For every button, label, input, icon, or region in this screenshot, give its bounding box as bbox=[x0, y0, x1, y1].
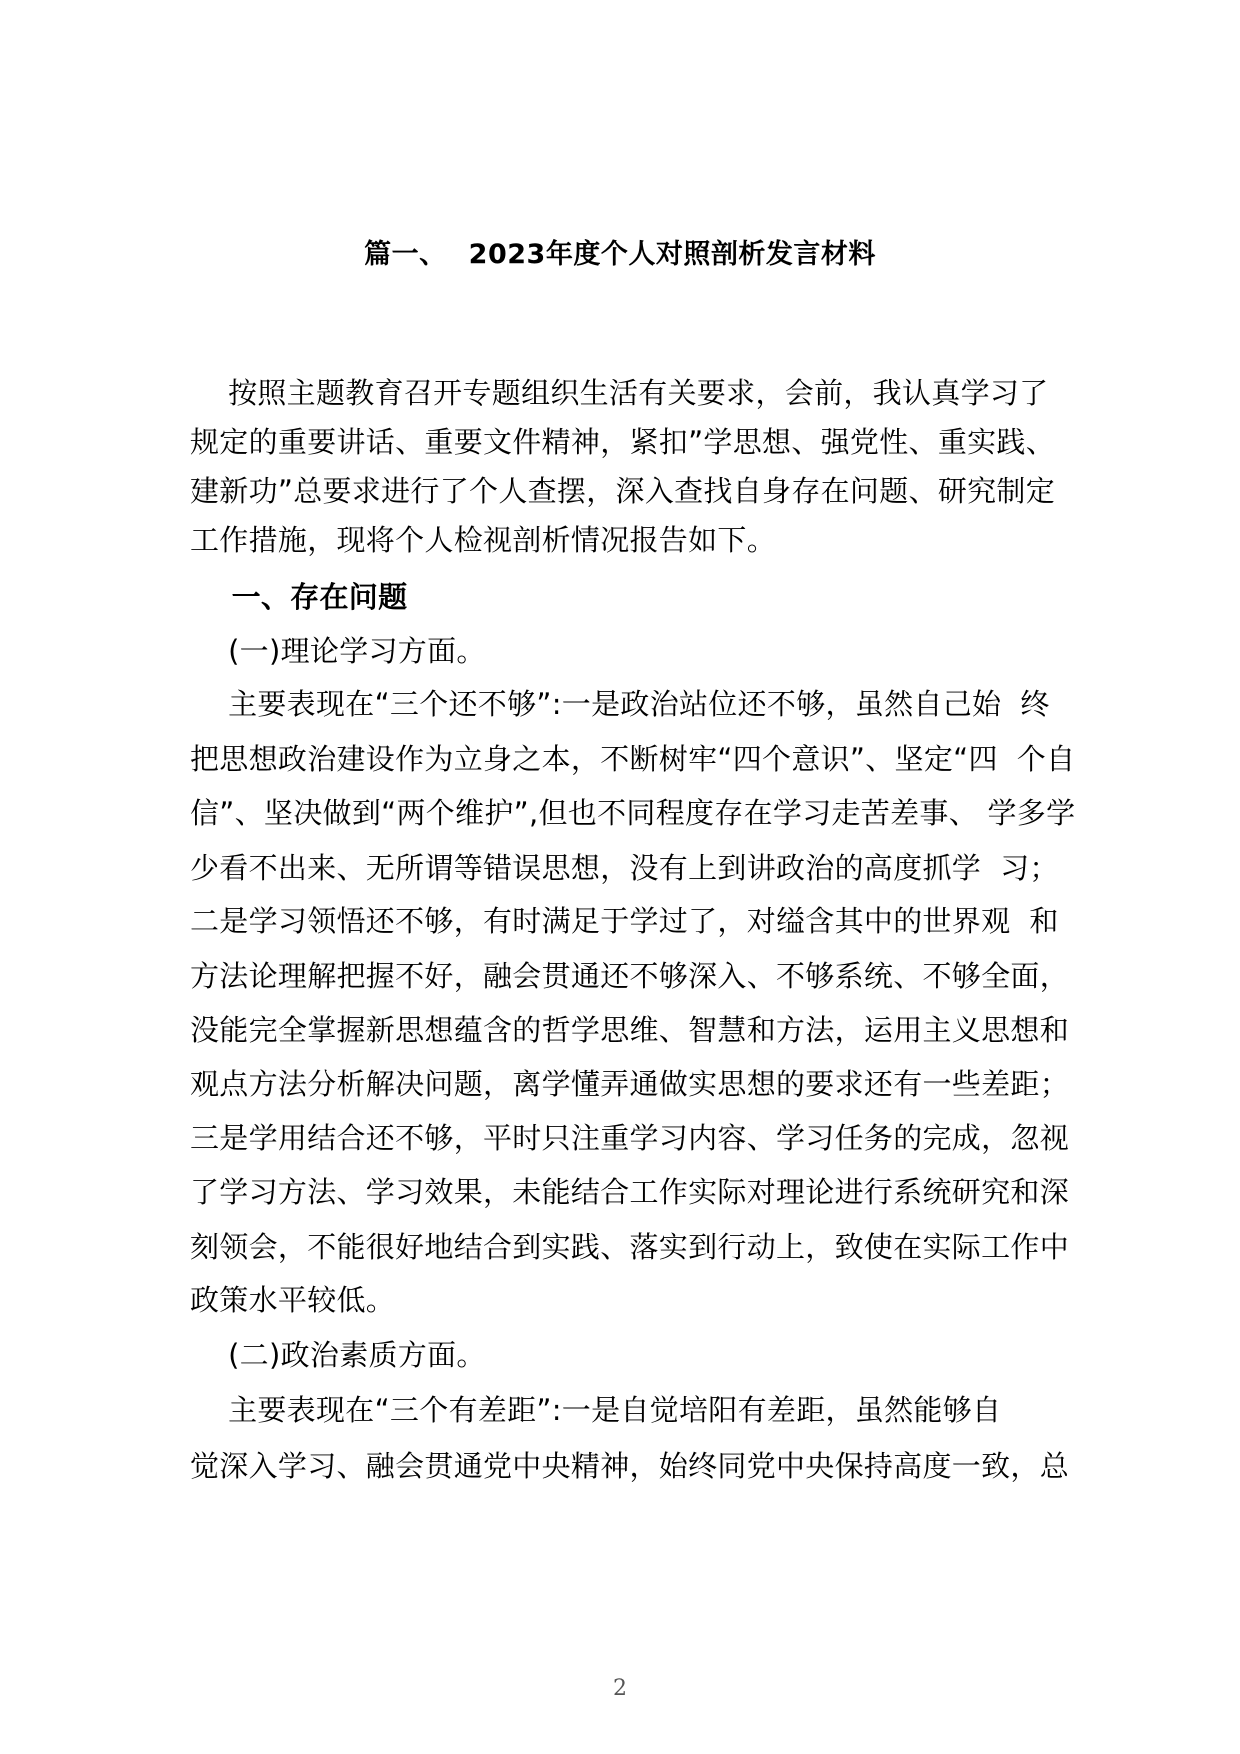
page-number: 2 bbox=[613, 1676, 627, 1701]
text-line: 把思想政治建设作为立身之本，不断树牢“四个意识”、坚定“四 个自 bbox=[190, 742, 1076, 776]
subsection-heading: (二)政治素质方面。 bbox=[190, 1338, 486, 1372]
title-main: 2023年度个人对照剖析发言材料 bbox=[468, 239, 876, 270]
text-line: 工作措施，现将个人检视剖析情况报告如下。 bbox=[190, 523, 777, 557]
document-title bbox=[0, 232, 1240, 271]
text-line: 主要表现在“三个还不够”:一是政治站位还不够，虽然自己始 终 bbox=[190, 687, 1050, 721]
text-line: 没能完全掌握新思想蕴含的哲学思维、智慧和方法，运用主义思想和 bbox=[190, 1013, 1070, 1047]
text-line: 信”、坚决做到“两个维护”,但也不同程度存在学习走苦差事、 学多学 bbox=[190, 796, 1076, 830]
text-line: 按照主题教育召开专题组织生活有关要求，会前，我认真学习了 bbox=[190, 376, 1049, 410]
text-line: 主要表现在“三个有差距”:一是自觉培阳有差距，虽然能够自 bbox=[190, 1393, 1002, 1427]
text-line: 观点方法分析解决问题，离学懂弄通做实思想的要求还有一些差距； bbox=[190, 1067, 1070, 1101]
section-heading: 一、存在问题 bbox=[190, 580, 408, 614]
text-line: 政策水平较低。 bbox=[190, 1283, 396, 1317]
text-line: 三是学用结合还不够，平时只注重学习内容、学习任务的完成，忽视 bbox=[190, 1121, 1070, 1155]
text-line: 方法论理解把握不好，融会贯通还不够深入、不够系统、不够全面， bbox=[190, 959, 1070, 993]
text-line: 觉深入学习、融会贯通党中央精神，始终同党中央保持高度一致，总 bbox=[190, 1449, 1070, 1483]
text-line: 二是学习领悟还不够，有时满足于学过了，对缢含其中的世界观 和 bbox=[190, 904, 1059, 938]
text-line: 建新功”总要求进行了个人查摆，深入查找自身存在问题、研究制定 bbox=[190, 474, 1056, 508]
text-line: 少看不出来、无所谓等错误思想，没有上到讲政治的高度抓学 习； bbox=[190, 851, 1059, 885]
subsection-heading: (一)理论学习方面。 bbox=[190, 634, 486, 668]
title-prefix: 篇一、 bbox=[364, 239, 447, 270]
text-line: 刻领会，不能很好地结合到实践、落实到行动上，致使在实际工作中 bbox=[190, 1230, 1070, 1264]
text-line: 了学习方法、学习效果，未能结合工作实际对理论进行系统研究和深 bbox=[190, 1175, 1070, 1209]
text-line: 规定的重要讲话、重要文件精神，紧扣”学思想、强党性、重实践、 bbox=[190, 425, 1056, 459]
